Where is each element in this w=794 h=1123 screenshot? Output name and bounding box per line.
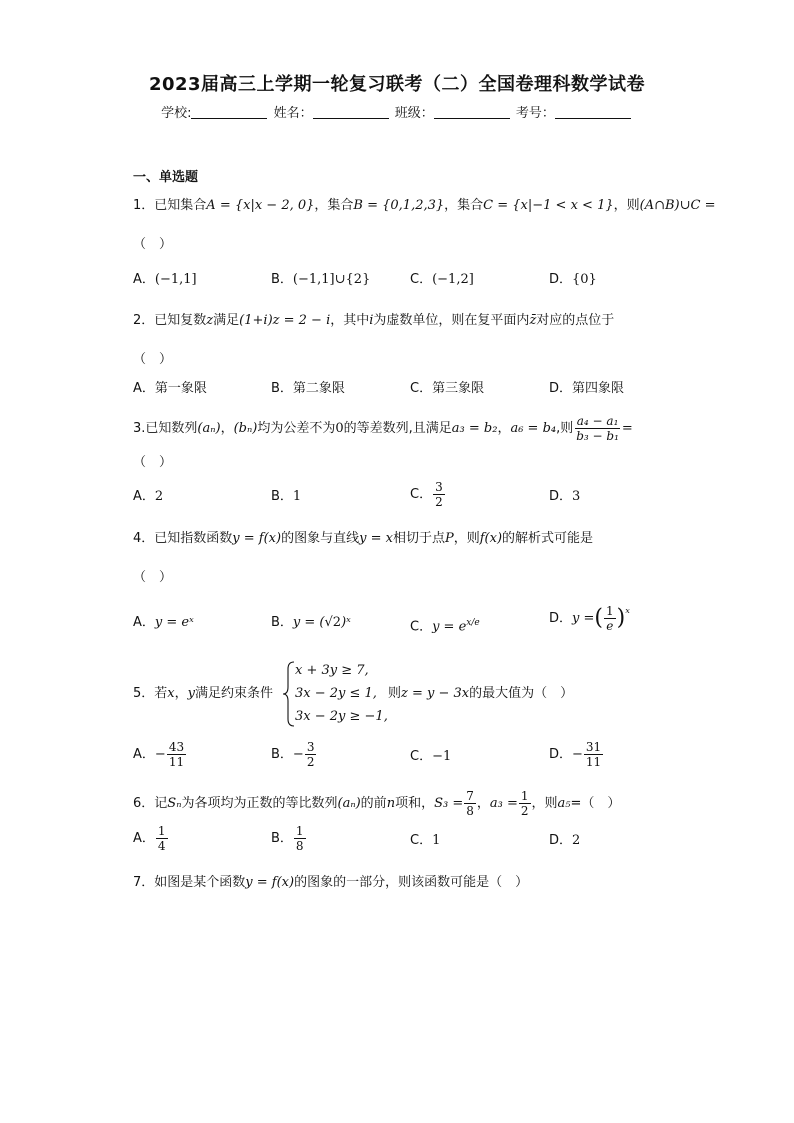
question-3 xyxy=(133,414,633,443)
opt-label: D． xyxy=(549,747,573,762)
opt-label: A． xyxy=(133,747,155,762)
opt-label: B． xyxy=(271,615,293,630)
option-b[interactable] xyxy=(271,487,301,507)
name-blank[interactable] xyxy=(313,106,389,119)
q-text: 为各项均为正数的等比数列 xyxy=(181,796,338,811)
opt-label: D． xyxy=(549,489,573,504)
option-a[interactable] xyxy=(133,740,187,769)
math: y = e xyxy=(432,619,467,635)
numerator: 7 xyxy=(466,789,474,803)
q-text: 则 xyxy=(388,686,402,701)
opt-label: A． xyxy=(133,615,155,630)
fraction xyxy=(574,414,621,443)
paren-open: ( xyxy=(594,605,603,631)
math: z̄ xyxy=(529,313,537,328)
math: y = xyxy=(572,611,595,626)
question-5 xyxy=(133,684,273,704)
q-text: =（ ） xyxy=(570,796,621,811)
q-text: 的最大值为（ ） xyxy=(469,686,574,701)
q-text: 若 xyxy=(154,686,168,701)
answer-paren: （ ） xyxy=(133,455,173,470)
numerator: 1 xyxy=(605,604,614,618)
math: {0} xyxy=(572,272,597,287)
option-b[interactable]: B．第二象限 xyxy=(271,381,345,396)
opt-label: B． xyxy=(271,489,293,504)
answer-paren: （ ） xyxy=(133,237,173,252)
math: z xyxy=(206,313,214,328)
math: (aₙ) xyxy=(197,421,221,436)
math: y = x xyxy=(359,531,393,546)
option-d[interactable] xyxy=(549,604,630,633)
fraction xyxy=(464,789,476,818)
number-blank[interactable] xyxy=(555,106,631,119)
option-a[interactable] xyxy=(133,487,163,507)
constraint-1: x + 3y ≥ 7, xyxy=(295,663,369,678)
opt-label: B． xyxy=(271,272,293,287)
math: 0 xyxy=(335,421,344,436)
option-d[interactable] xyxy=(549,487,580,507)
question-2 xyxy=(133,311,614,331)
math: (bₙ) xyxy=(233,421,258,436)
opt-label: B． xyxy=(271,831,293,846)
fraction xyxy=(433,480,445,509)
paren-close: ) xyxy=(616,605,626,631)
question-number: 7． xyxy=(133,875,155,890)
math: Sₙ xyxy=(167,796,182,811)
question-number: 3. xyxy=(133,421,146,436)
q-text: 对应的点位于 xyxy=(536,313,615,328)
name-label: 姓名： xyxy=(273,106,313,121)
q-text: 的前 xyxy=(360,796,387,811)
option-a[interactable] xyxy=(133,270,197,290)
option-a[interactable]: A．第一象限 xyxy=(133,381,207,396)
math: 1 xyxy=(292,489,302,504)
math: 2 xyxy=(154,489,164,504)
class-blank[interactable] xyxy=(434,106,510,119)
opt-label: C． xyxy=(410,619,433,635)
option-b[interactable] xyxy=(271,613,351,633)
denominator: 11 xyxy=(585,755,602,769)
denominator: 2 xyxy=(306,755,315,769)
class-label: 班级： xyxy=(394,106,434,121)
q-text: ，则 xyxy=(453,531,480,546)
math: x/e xyxy=(466,618,480,628)
math: (1+i)z = 2 − i xyxy=(239,313,331,328)
math: (A∩B)∪C = xyxy=(639,198,716,213)
opt-label: D． xyxy=(549,833,573,848)
denominator: b₃ − b₁ xyxy=(576,429,619,443)
math: a₃ = xyxy=(489,796,518,811)
opt-label: D． xyxy=(549,272,573,287)
q-text: 已知集合 xyxy=(154,198,207,213)
q-text: 如图是某个函数 xyxy=(154,875,246,890)
opt-label: B． xyxy=(271,747,293,762)
option-c[interactable] xyxy=(410,831,440,851)
denominator: 2 xyxy=(520,804,529,818)
option-b[interactable] xyxy=(271,740,317,769)
q-text: 的等差数列,且满足 xyxy=(343,421,452,436)
q-text: ，其中 xyxy=(330,313,370,328)
opt-label: C． xyxy=(410,487,433,502)
math: 2 xyxy=(572,833,581,848)
math: 1 xyxy=(432,833,441,848)
system-brace xyxy=(282,661,296,727)
denominator: 4 xyxy=(157,839,166,853)
q-text: ， xyxy=(476,796,490,811)
option-c[interactable]: C．第三象限 xyxy=(410,381,485,396)
math: S₃ = xyxy=(434,796,464,811)
q-text: ， xyxy=(220,421,234,436)
q-text: ， xyxy=(174,686,188,701)
math: (aₙ) xyxy=(337,796,361,811)
math: C = {x|−1 < x < 1} xyxy=(483,198,614,213)
q-text: 均为公差不为 xyxy=(257,421,336,436)
math: x xyxy=(167,686,175,701)
option-d[interactable] xyxy=(549,740,604,769)
q-text: 满足约束条件 xyxy=(195,686,274,701)
opt-label: D． xyxy=(549,611,573,626)
denominator: 11 xyxy=(168,755,185,769)
math: (−1,1]∪{2} xyxy=(292,272,371,287)
denominator: 2 xyxy=(435,495,443,509)
option-c[interactable] xyxy=(410,270,474,290)
question-1 xyxy=(133,196,715,216)
math: − xyxy=(154,747,166,762)
school-label: 学校: xyxy=(161,106,192,121)
math: y = ( xyxy=(292,615,325,630)
constraint-3: 3x − 2y ≥ −1, xyxy=(295,709,388,724)
math: n xyxy=(386,796,396,811)
math: z = y − 3x xyxy=(401,686,470,701)
brace-icon xyxy=(282,661,296,727)
q-text: 已知数列 xyxy=(145,421,198,436)
numerator: a₄ − a₁ xyxy=(576,414,619,428)
numerator: 3 xyxy=(435,480,443,494)
math: (−1,1] xyxy=(154,272,197,287)
fraction xyxy=(519,789,531,818)
q-text: ，集合 xyxy=(314,198,354,213)
math: a₆ = b₄ xyxy=(510,421,557,436)
opt-label: A． xyxy=(133,831,155,846)
question-number: 4． xyxy=(133,531,155,546)
section-heading: 一、单选题 xyxy=(133,170,199,185)
answer-paren: （ ） xyxy=(133,352,173,367)
numerator: 1 xyxy=(520,789,529,803)
option-a[interactable] xyxy=(133,613,194,633)
student-info-line xyxy=(0,102,794,121)
q-text: 的图象的一部分，则该函数可能是（ ） xyxy=(294,875,529,890)
question-number: 6． xyxy=(133,796,155,811)
option-a[interactable] xyxy=(133,824,169,853)
numerator: 3 xyxy=(306,740,315,754)
q-text: 为虚数单位，则在复平面内 xyxy=(373,313,530,328)
math: 3 xyxy=(572,489,581,504)
option-c[interactable] xyxy=(410,747,451,767)
fraction xyxy=(167,740,186,769)
math: B = {0,1,2,3} xyxy=(353,198,445,213)
opt-label: A． xyxy=(133,272,155,287)
answer-paren: （ ） xyxy=(133,570,173,585)
number-label: 考号： xyxy=(515,106,555,121)
math: a₃ = b₂ xyxy=(451,421,498,436)
question-4 xyxy=(133,529,593,549)
q-text: 已知复数 xyxy=(154,313,207,328)
fraction xyxy=(604,604,616,633)
option-d[interactable] xyxy=(549,831,580,851)
math: a₅ xyxy=(557,796,571,811)
denominator: e xyxy=(606,619,614,633)
math: y = f(x) xyxy=(245,875,295,890)
option-b[interactable] xyxy=(271,270,370,290)
q-text: ，则 xyxy=(531,796,558,811)
math: A = {x|x − 2, 0} xyxy=(206,198,315,213)
question-7 xyxy=(133,873,528,893)
math: − xyxy=(292,747,304,762)
numerator: 1 xyxy=(157,824,166,838)
math: y = f(x) xyxy=(232,531,282,546)
numerator: 31 xyxy=(585,740,602,754)
question-5-tail xyxy=(388,684,573,704)
constraint-2: 3x − 2y ≤ 1, xyxy=(295,686,377,701)
fraction xyxy=(584,740,603,769)
option-c[interactable] xyxy=(410,480,446,509)
denominator: 8 xyxy=(466,804,474,818)
opt-label: C． xyxy=(410,272,433,287)
math: i xyxy=(369,313,374,328)
option-d[interactable]: D．第四象限 xyxy=(549,381,625,396)
q-text: 的解析式可能是 xyxy=(502,531,594,546)
q-text: ,则 xyxy=(556,421,574,436)
question-number: 2． xyxy=(133,313,155,328)
q-text: 记 xyxy=(154,796,168,811)
math: )ˣ xyxy=(341,615,351,630)
q-text: 满足 xyxy=(213,313,240,328)
math: y = eˣ xyxy=(154,615,194,630)
math: (−1,2] xyxy=(432,272,474,287)
question-number: 5． xyxy=(133,686,155,701)
math: ˣ xyxy=(625,606,630,621)
q-text: ， xyxy=(497,421,511,436)
math: y xyxy=(187,686,196,701)
math: √2 xyxy=(324,615,342,630)
numerator: 1 xyxy=(295,824,304,838)
fraction xyxy=(156,824,168,853)
q-text: 项和， xyxy=(395,796,435,811)
exam-title: 2023届高三上学期一轮复习联考（二）全国卷理科数学试卷 xyxy=(148,74,646,95)
option-d[interactable] xyxy=(549,270,597,290)
q-text: 相切于点 xyxy=(392,531,445,546)
opt-label: C． xyxy=(410,833,433,848)
numerator: 43 xyxy=(168,740,185,754)
q-text: 已知指数函数 xyxy=(154,531,233,546)
denominator: 8 xyxy=(295,839,304,853)
option-c[interactable] xyxy=(410,613,480,637)
option-b[interactable] xyxy=(271,824,307,853)
math: − xyxy=(572,747,583,762)
opt-label: A． xyxy=(133,489,155,504)
math: −1 xyxy=(432,749,452,764)
fraction xyxy=(294,824,306,853)
fraction xyxy=(305,740,317,769)
question-6 xyxy=(133,789,620,818)
opt-label: C． xyxy=(410,749,433,764)
math: P xyxy=(444,531,454,546)
q-text: 的图象与直线 xyxy=(281,531,360,546)
school-blank[interactable] xyxy=(191,106,267,119)
math: f(x) xyxy=(479,531,503,546)
q-text: ，集合 xyxy=(444,198,484,213)
question-number: 1． xyxy=(133,198,155,213)
q-text: ，则 xyxy=(613,198,640,213)
math: = xyxy=(621,421,633,436)
